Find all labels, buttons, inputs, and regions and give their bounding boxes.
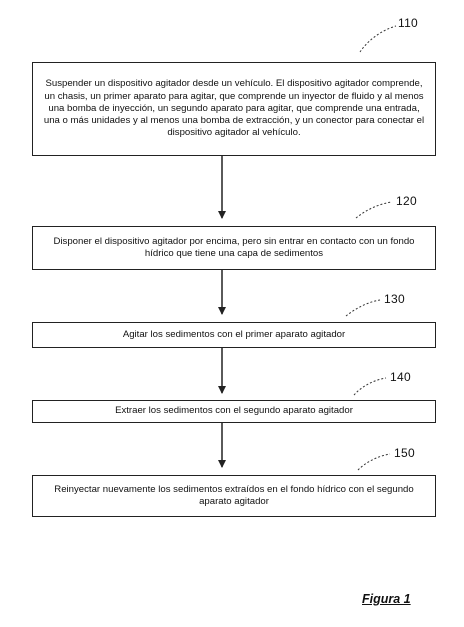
leader-line-110 xyxy=(360,26,396,52)
leader-line-120 xyxy=(356,202,392,218)
step-box-140 xyxy=(32,400,436,423)
step-number-150: 150 xyxy=(394,446,415,460)
step-box-120 xyxy=(32,226,436,270)
step-box-110 xyxy=(32,62,436,156)
step-number-120: 120 xyxy=(396,194,417,208)
step-text-150: Reinyectar nuevamente los sedimentos extraídos en el fondo hídrico con el segundo aparato agitador xyxy=(54,483,414,507)
leader-line-150 xyxy=(358,454,390,470)
step-text-110: Suspender un dispositivo agitador desde un vehículo. El dispositivo agitador comprende, un chasis, un primer aparato para agitar, que comprende un inyector de fluido y al menos una bomba de inyección, un segundo aparato para agitar, que comprende una entrada, una o más unidades y al menos una bomba de extracción, y un conector para conectar el dispositivo agitador al vehículo. xyxy=(43,78,425,139)
step-text-120: Disponer el dispositivo agitador por encima, pero sin entrar en contacto con un fondo hídrico que tiene una capa de sedimentos xyxy=(53,235,415,259)
step-box-150 xyxy=(32,475,436,517)
step-text-140: Extraer los sedimentos con el segundo aparato agitador xyxy=(115,405,353,417)
step-number-110: 110 xyxy=(398,16,419,30)
figure-caption: Figura 1 xyxy=(362,592,411,606)
step-box-130 xyxy=(32,322,436,348)
step-text-130: Agitar los sedimentos con el primer aparato agitador xyxy=(122,328,346,340)
leader-line-130 xyxy=(346,300,380,316)
step-number-130: 130 xyxy=(384,292,405,306)
leader-line-140 xyxy=(354,378,386,395)
step-number-140: 140 xyxy=(390,370,411,384)
